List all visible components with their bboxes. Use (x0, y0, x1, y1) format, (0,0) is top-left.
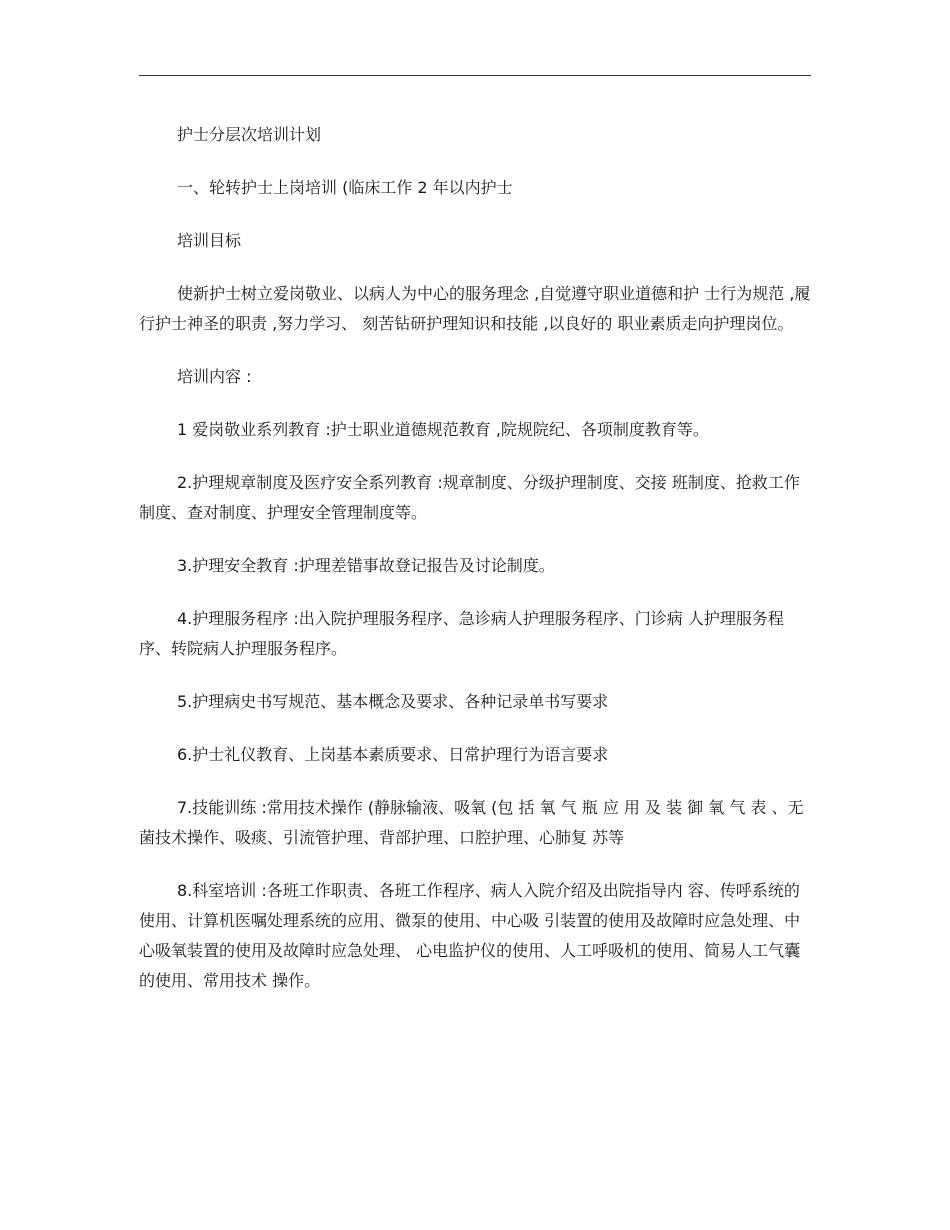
list-item: 3.护理安全教育 :护理差错事故登记报告及讨论制度。 (177, 556, 555, 575)
document-title: 护士分层次培训计划 (177, 125, 322, 144)
list-item: 4.护理服务程序 :出入院护理服务程序、急诊病人护理服务程序、门诊病 人护理服务程序、转院病人护理服务程序。 (139, 609, 784, 658)
document-body (139, 120, 811, 1019)
list-item: 5.护理病史书写规范、基本概念及要求、各种记录单书写要求 (177, 692, 609, 711)
goal-heading: 培训目标 (177, 231, 242, 250)
header-rule (139, 75, 811, 76)
content-heading: 培训内容 : (177, 367, 252, 386)
section-heading: 一、轮转护士上岗培训 (临床工作 2 年以内护士 (177, 178, 513, 197)
list-item: 7.技能训练 :常用技术操作 (静脉输液、吸氧 (包 括 氧 气 瓶 应 用 及 装 御 氧 气 表 、无菌技术操作、吸痰、引流管护理、背部护理、口腔护理、心肺复 苏等 (139, 798, 804, 847)
list-item: 1 爱岗敬业系列教育 :护士职业道德规范教育 ,院规院纪、各项制度教育等。 (177, 420, 709, 439)
goal-paragraph: 使新护士树立爱岗敬业、以病人为中心的服务理念 ,自觉遵守职业道德和护 士行为规范 ,履行护士神圣的职责 ,努力学习、 刻苦钻研护理知识和技能 ,以良好的 职业素质走向护理岗位。 (139, 284, 811, 333)
list-item: 6.护士礼仪教育、上岗基本素质要求、日常护理行为语言要求 (177, 745, 609, 764)
list-item: 2.护理规章制度及医疗安全系列教育 :规章制度、分级护理制度、交接 班制度、抢救工作制度、查对制度、护理安全管理制度等。 (139, 473, 800, 522)
list-item: 8.科室培训 :各班工作职责、各班工作程序、病人入院介绍及出院指导内 容、传呼系统的使用、计算机医嘱处理系统的应用、微泵的使用、中心吸 引装置的使用及故障时应急处理、中心吸氧装置的使用及故障时应急处理、 心电监护仪的使用、人工呼吸机的使用、简易人工气囊的使用、常用技术 操作。 (139, 881, 801, 990)
